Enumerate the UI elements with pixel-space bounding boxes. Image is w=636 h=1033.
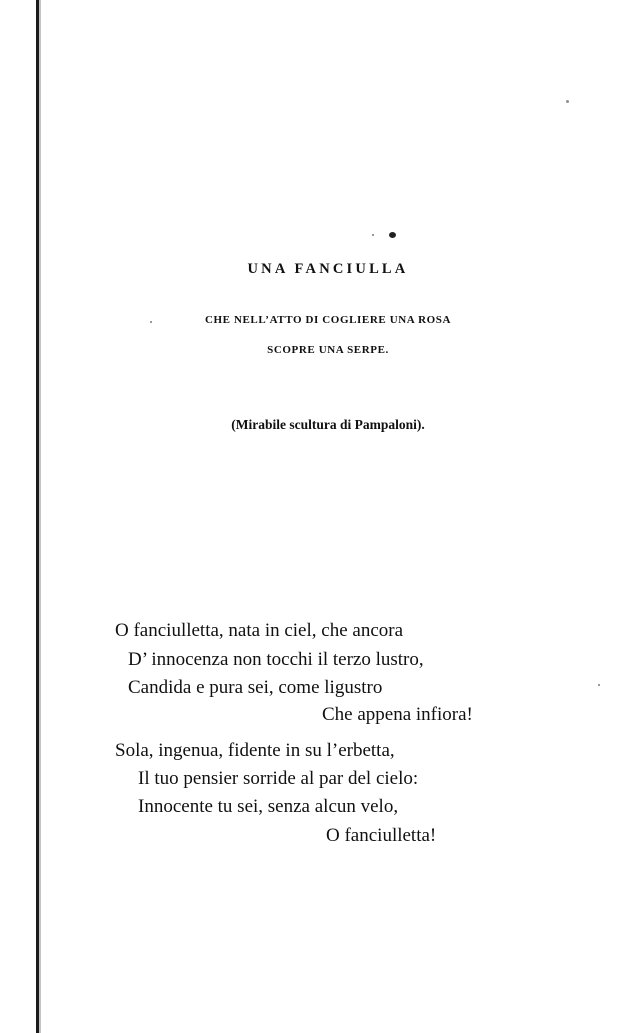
poem-title: UNA FANCIULLA — [247, 261, 409, 277]
ink-speck — [566, 100, 569, 103]
page-spine-shadow — [39, 0, 41, 1033]
verse-line: Innocente tu sei, senza alcun velo, — [138, 796, 399, 817]
ink-speck — [389, 232, 396, 238]
verse-line: D’ innocenza non tocchi il terzo lustro, — [128, 649, 424, 670]
verse-line: O fanciulletta! — [326, 825, 437, 846]
poem-subtitle-line-1: CHE NELL’ATTO DI COGLIERE UNA ROSA — [204, 314, 452, 326]
verse-line: Sola, ingenua, fidente in su l’erbetta, — [115, 740, 395, 761]
ink-speck — [598, 684, 600, 686]
poem-subtitle-line-2: SCOPRE UNA SERPE. — [267, 344, 389, 356]
verse-line: Che appena infiora! — [322, 704, 473, 725]
ink-speck — [372, 234, 374, 236]
verse-line: O fanciulletta, nata in ciel, che ancora — [115, 620, 404, 641]
verse-line: Il tuo pensier sorride al par del cielo: — [138, 768, 419, 789]
sculpture-note: (Mirabile scultura di Pampaloni). — [231, 417, 425, 432]
verse-line: Candida e pura sei, come ligustro — [128, 677, 383, 698]
